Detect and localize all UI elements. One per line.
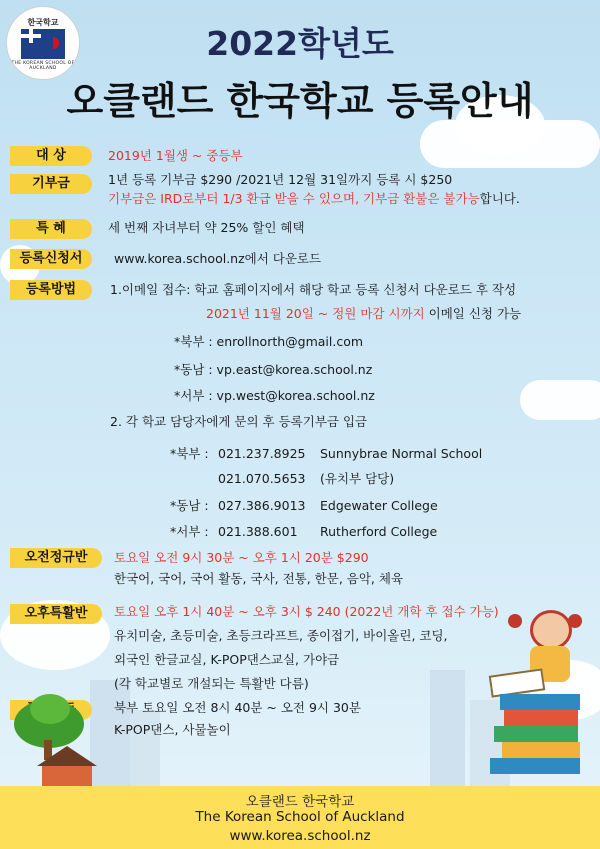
phone-number: 021.388.601 xyxy=(218,524,298,539)
fee-refund-note: 기부금은 IRD로부터 1/3 환급 받을 수 있으며, xyxy=(108,191,364,206)
morning-time: 토요일 오전 9시 30분 ~ 오후 1시 20분 $290 xyxy=(114,550,369,565)
label-target: 대 상 xyxy=(10,146,92,166)
phone-region: *북부 : xyxy=(170,446,209,461)
footer-school-name-ko: 오클랜드 한국학교 xyxy=(245,794,355,810)
afternoon-time: 토요일 오후 1시 40분 ~ 오후 3시 $ 240 (2022년 개학 후 접수 가능) xyxy=(114,604,499,619)
deadline-note: 이메일 신청 가능 xyxy=(424,306,522,321)
page-title-year: 2022학년도 xyxy=(206,24,394,63)
morning-subjects: 한국어, 국어, 국어 활동, 국사, 전통, 한문, 음악, 체육 xyxy=(114,571,404,586)
deadline-date: 2021년 11월 20일 ~ 정원 마감 시까지 xyxy=(206,306,425,321)
label-morning: 오전정규반 xyxy=(10,548,102,568)
afternoon-line3: (각 학교별로 개설되는 특활반 다름) xyxy=(114,676,309,691)
label-afternoon: 오후특활반 xyxy=(10,604,102,624)
phone-school: Sunnybrae Normal School xyxy=(320,446,483,461)
benefit-text: 세 번째 자녀부터 약 25% 할인 혜택 xyxy=(108,220,305,235)
cloud-decoration xyxy=(520,380,600,420)
phone-number: 027.386.9013 xyxy=(218,498,306,513)
phone-number: 021.070.5653 xyxy=(218,471,306,486)
fee-suffix: 합니다. xyxy=(479,191,520,206)
phone-region: *서부 : xyxy=(170,524,209,539)
club-line1: 북부 토요일 오전 8시 40분 ~ 오전 9시 30분 xyxy=(114,700,361,715)
phone-school: Rutherford College xyxy=(320,524,438,539)
method-deadline xyxy=(206,306,521,322)
phone-number: 021.237.8925 xyxy=(218,446,306,461)
method-step2: 2. 각 학교 담당자에게 문의 후 등록기부금 입금 xyxy=(110,414,368,429)
email-east: *동남 : vp.east@korea.school.nz xyxy=(174,362,373,377)
logo-ring-text: THE KOREAN SCHOOL OF AUCKLAND xyxy=(11,61,75,71)
fee-no-refund: 기부금 환불은 불가능 xyxy=(363,191,480,206)
page-title: 오클랜드 한국학교 등록안내 xyxy=(66,79,534,123)
email-north: *북부 : enrollnorth@gmail.com xyxy=(174,334,364,349)
phone-school: Edgewater College xyxy=(320,498,438,513)
phone-school: (유치부 담당) xyxy=(320,471,395,486)
club-line2: K-POP댄스, 사물놀이 xyxy=(114,722,231,737)
form-text: www.korea.school.nz에서 다운로드 xyxy=(114,251,322,266)
label-method: 등록방법 xyxy=(10,280,92,300)
footer-website-link[interactable]: www.korea.school.nz xyxy=(229,828,371,844)
target-text: 2019년 1월생 ~ 중등부 xyxy=(108,148,243,163)
label-benefit: 특 혜 xyxy=(10,219,92,239)
afternoon-line2: 외국인 한글교실, K-POP댄스교실, 가야금 xyxy=(114,652,340,667)
afternoon-line1: 유치미술, 초등미술, 초등크라프트, 종이접기, 바이올린, 코딩, xyxy=(114,628,448,643)
logo-text: 한국학교 xyxy=(27,18,59,27)
footer xyxy=(0,786,600,849)
label-form: 등록신청서 xyxy=(10,249,92,269)
footer-school-name-en: The Korean School of Auckland xyxy=(195,809,405,825)
phone-region: *동남 : xyxy=(170,498,209,513)
label-fee: 기부금 xyxy=(10,174,92,194)
method-step1: 1.이메일 접수: 학교 홈페이지에서 해당 학교 등록 신청서 다운로드 후 작성 xyxy=(110,282,517,297)
email-west: *서부 : vp.west@korea.school.nz xyxy=(174,388,375,403)
fee-line1: 1년 등록 기부금 $290 /2021년 12월 31일까지 등록 시 $250 xyxy=(108,172,453,187)
fee-line2 xyxy=(108,191,520,207)
